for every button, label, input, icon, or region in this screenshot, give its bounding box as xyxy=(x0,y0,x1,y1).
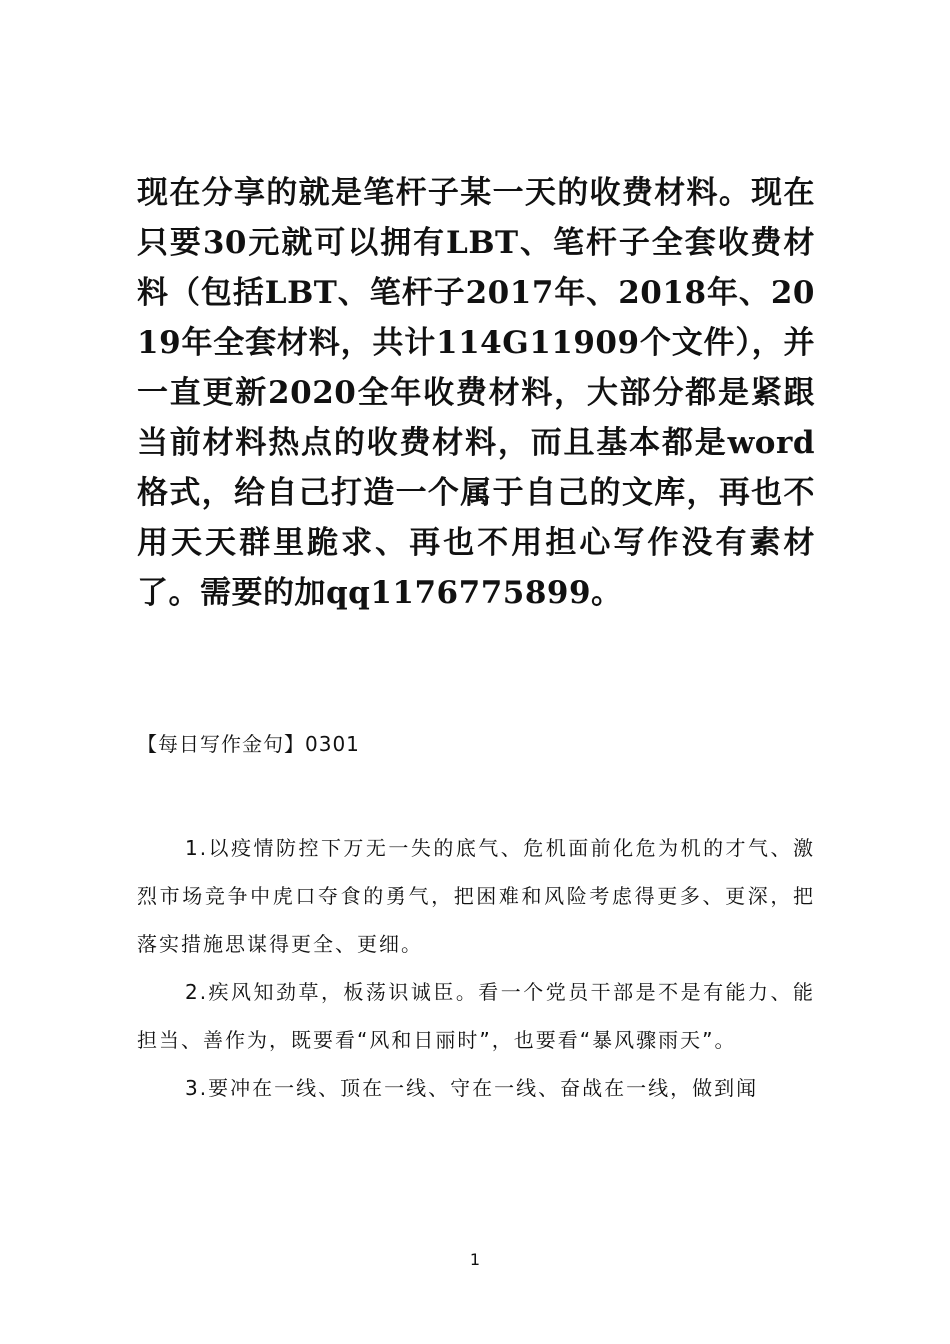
quote-item-3: 3.要冲在一线、顶在一线、守在一线、奋战在一线，做到闻 xyxy=(185,1076,759,1100)
quote-item-2: 2.疾风知劲草，板荡识诚臣。看一个党员干部是不是有能力、能担当、善作为，既要看“风和日丽时”，也要看“暴风骤雨天”。 xyxy=(137,980,815,1052)
quote-list xyxy=(137,824,815,1112)
intro-block xyxy=(137,168,815,618)
quote-item-1: 1.以疫情防控下万无一失的底气、危机面前化危为机的才气、激烈市场竞争中虎口夺食的勇气，把困难和风险考虑得更多、更深，把落实措施思谋得更全、更细。 xyxy=(137,836,815,956)
intro-paragraph: 现在分享的就是笔杆子某一天的收费材料。现在只要30元就可以拥有LBT、笔杆子全套收费材料（包括LBT、笔杆子2017年、2018年、2019年全套材料，共计114G11909个文件），并一直更新2020全年收费材料，大部分都是紧跟当前材料热点的收费材料，而且基本都是word格式，给自己打造一个属于自己的文库，再也不用天天群里跪求、再也不用担心写作没有素材了。需要的加qq1176775899。 xyxy=(137,175,815,611)
page-number: 1 xyxy=(469,1250,481,1269)
section-heading: 【每日写作金句】0301 xyxy=(137,732,360,756)
